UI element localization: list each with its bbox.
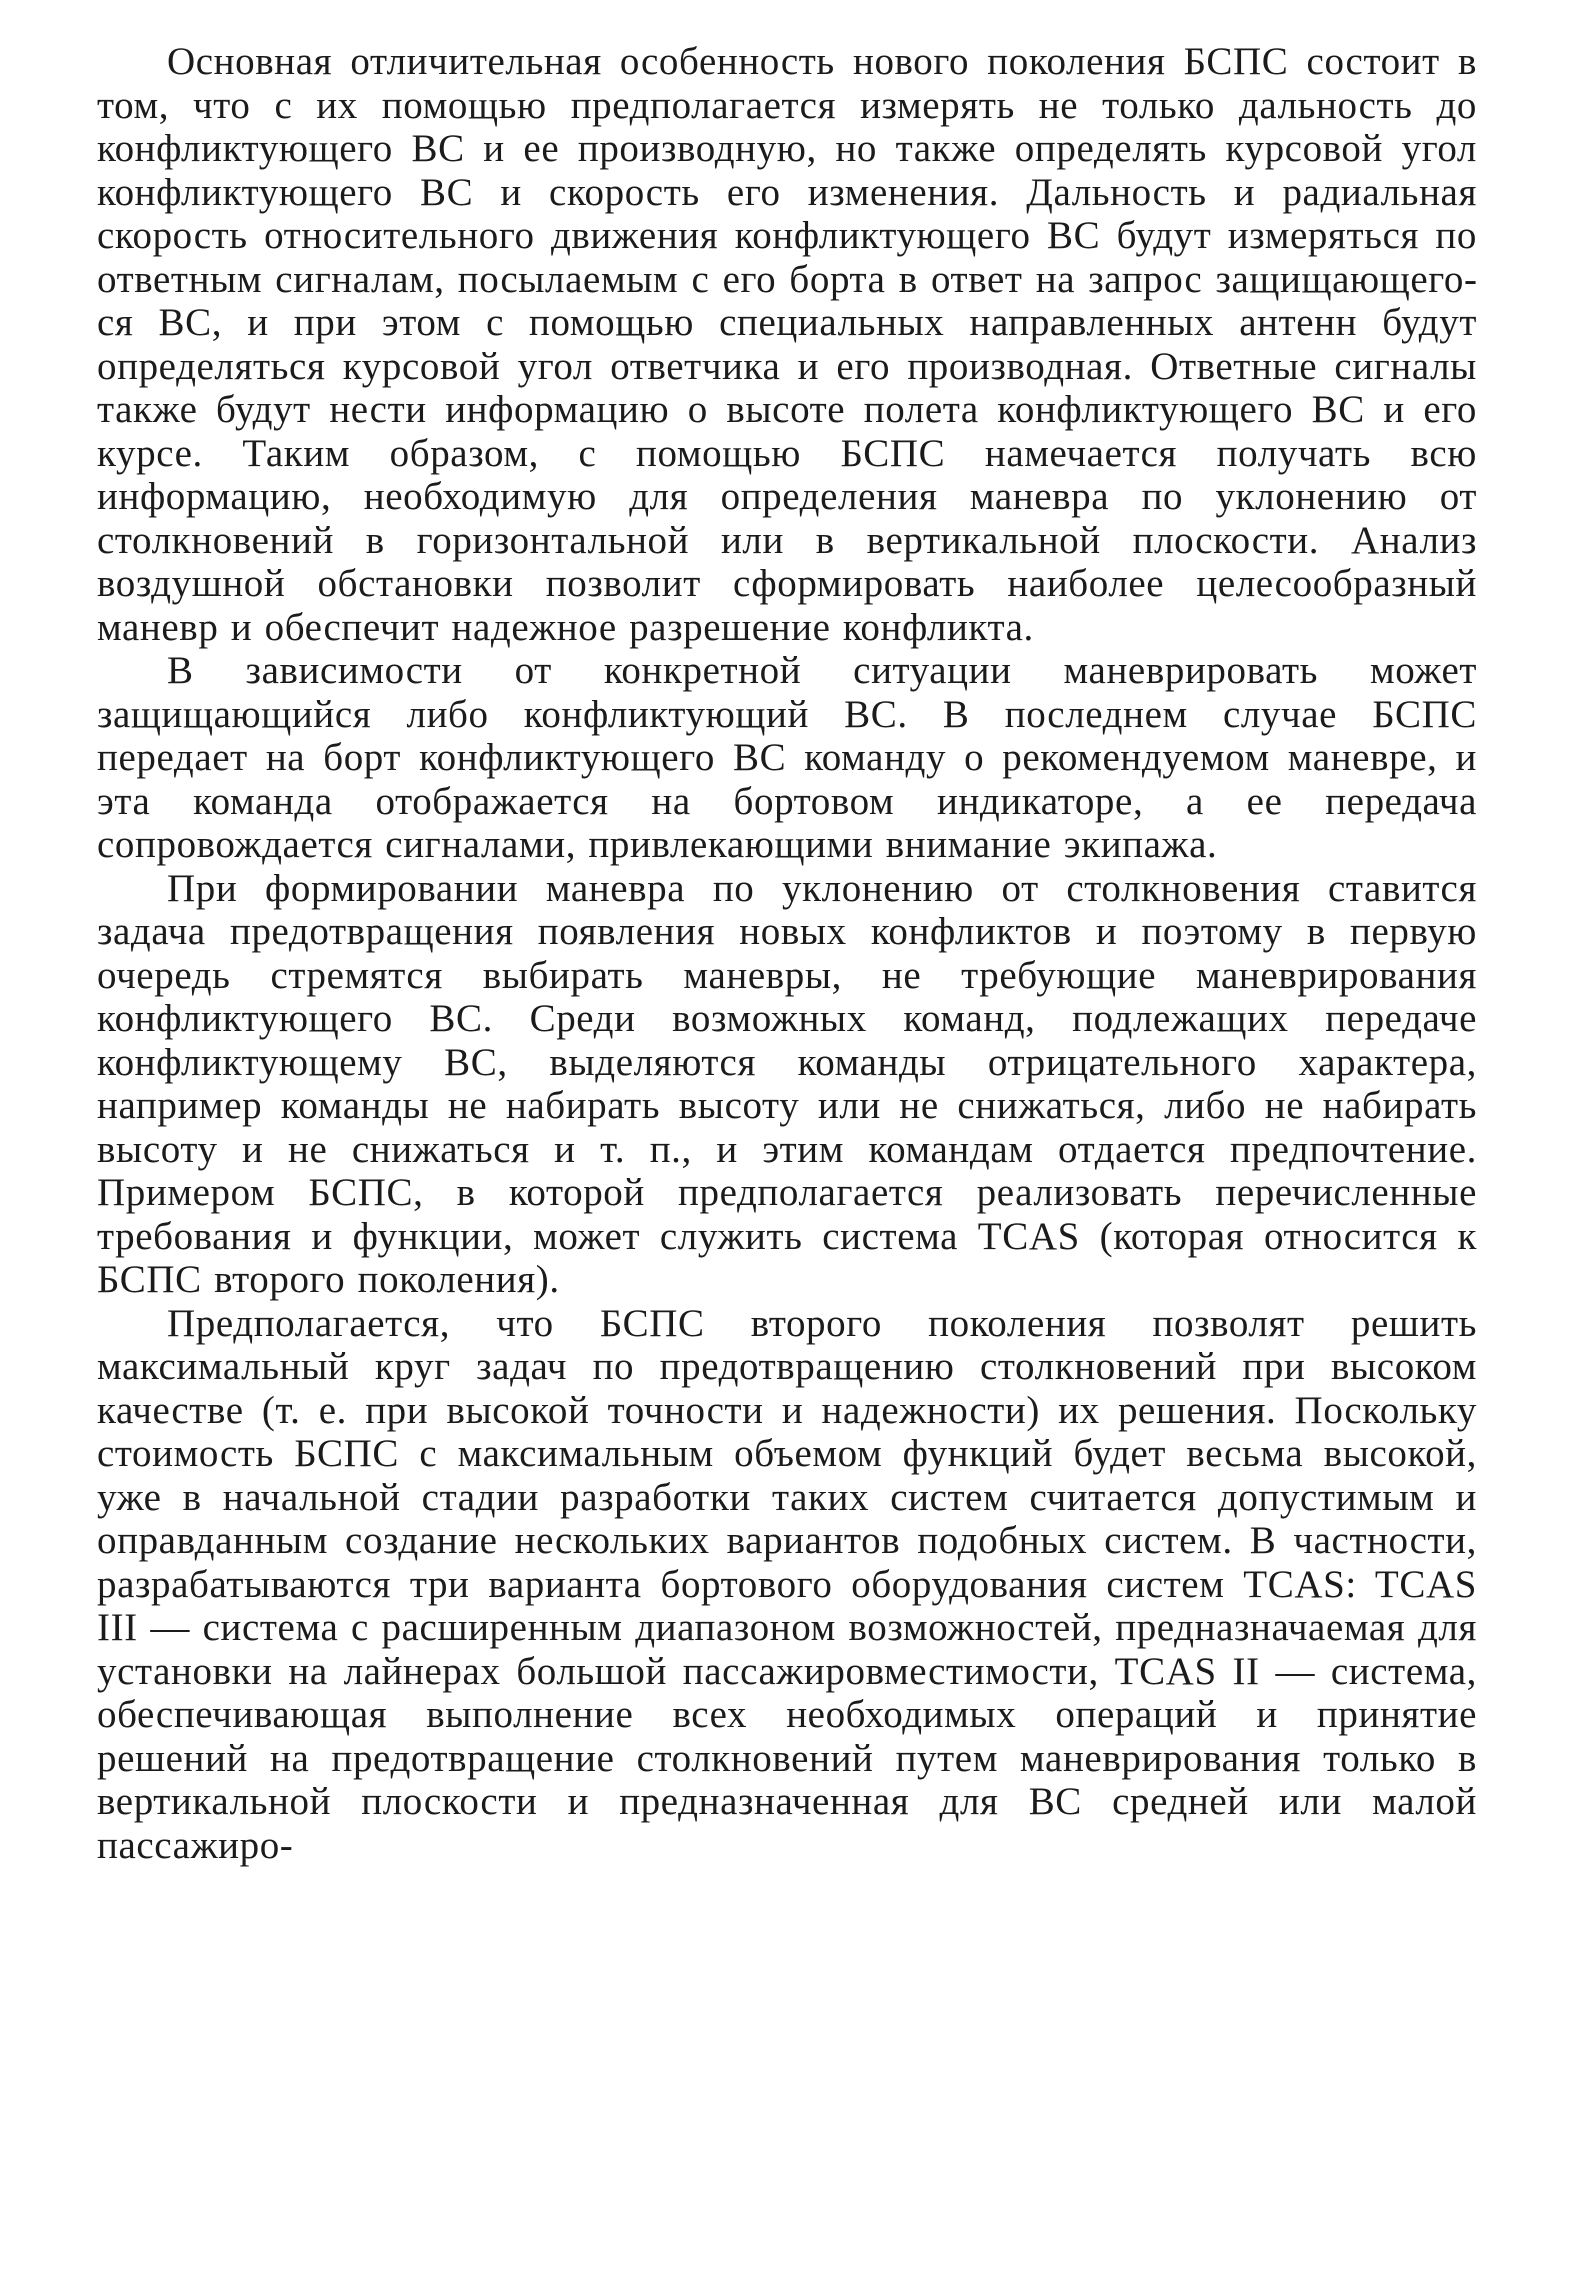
document-page [97,40,1477,2240]
paragraph-4: Предполагается, что БСПС второго поколения позволят решить максимальный круг задач по предотвращению столкновений при высоком качестве (т. е. при высокой точности и надежности) их решения. Поскольку стоимость БСПС с максимальным объемом функций будет весьма высокой, уже в начальной стадии разработки таких систем считается допустимым и оправданным создание нескольких вариантов подобных систем. В частности, разрабатываются три варианта бортового оборудования систем TCAS: TCAS III — система с расширенным диапазоном возможностей, предназначаемая для установки на лайнерах большой пассажировместимости, TCAS II — система, обеспечивающая выполнение всех необходимых операций и принятие решений на предотвращение столкновений путем маневрирования только в вертикальной плоскости и предназначенная для ВС средней или малой пассажиро- [97,1301,1477,1867]
paragraph-1: Основная отличительная особенность нового поколения БСПС состоит в том, что с их помощью предполагается измерять не только дальность до конфликтующего ВС и ее производную, но также определять курсовой угол конфликтующего ВС и скорость его изменения. Дальность и радиальная скорость относительного движения конфликтующего ВС будут измеряться по ответным сигналам, посылаемым с его борта в ответ на запрос защищающегося ВС, и при этом с помощью специальных направленных антенн будут определяться курсовой угол ответчика и его производная. Ответные сигналы также будут нести информацию о высоте полета конфликтующего ВС и его курсе. Таким образом, с помощью БСПС намечается получать всю информацию, необходимую для определения маневра по уклонению от столкновений в горизонтальной или в вертикальной плоскости. Анализ воздушной обстановки позволит сформировать наиболее целесообразный маневр и обеспечит надежное разрешение конфликта. [97,40,1477,649]
paragraph-2: В зависимости от конкретной ситуации маневрировать может защищающийся либо конфликтующий ВС. В последнем случае БСПС передает на борт конфликтующего ВС команду о рекомендуемом маневре, и эта команда отображается на бортовом индикаторе, а ее передача сопровождается сигналами, привлекающими внимание экипажа. [97,649,1477,866]
paragraph-3: При формировании маневра по уклонению от столкновения ставится задача предотвращения появления новых конфликтов и поэтому в первую очередь стремятся выбирать маневры, не требующие маневрирования конфликтующего ВС. Среди возможных команд, подлежащих передаче конфликтующему ВС, выделяются команды отрицательного характера, например команды не набирать высоту или не снижаться, либо не набирать высоту и не снижаться и т. п., и этим командам отдается предпочтение. Примером БСПС, в которой предполагается реализовать перечисленные требования и функции, может служить система TCAS (которая относится к БСПС второго поколения). [97,866,1477,1301]
